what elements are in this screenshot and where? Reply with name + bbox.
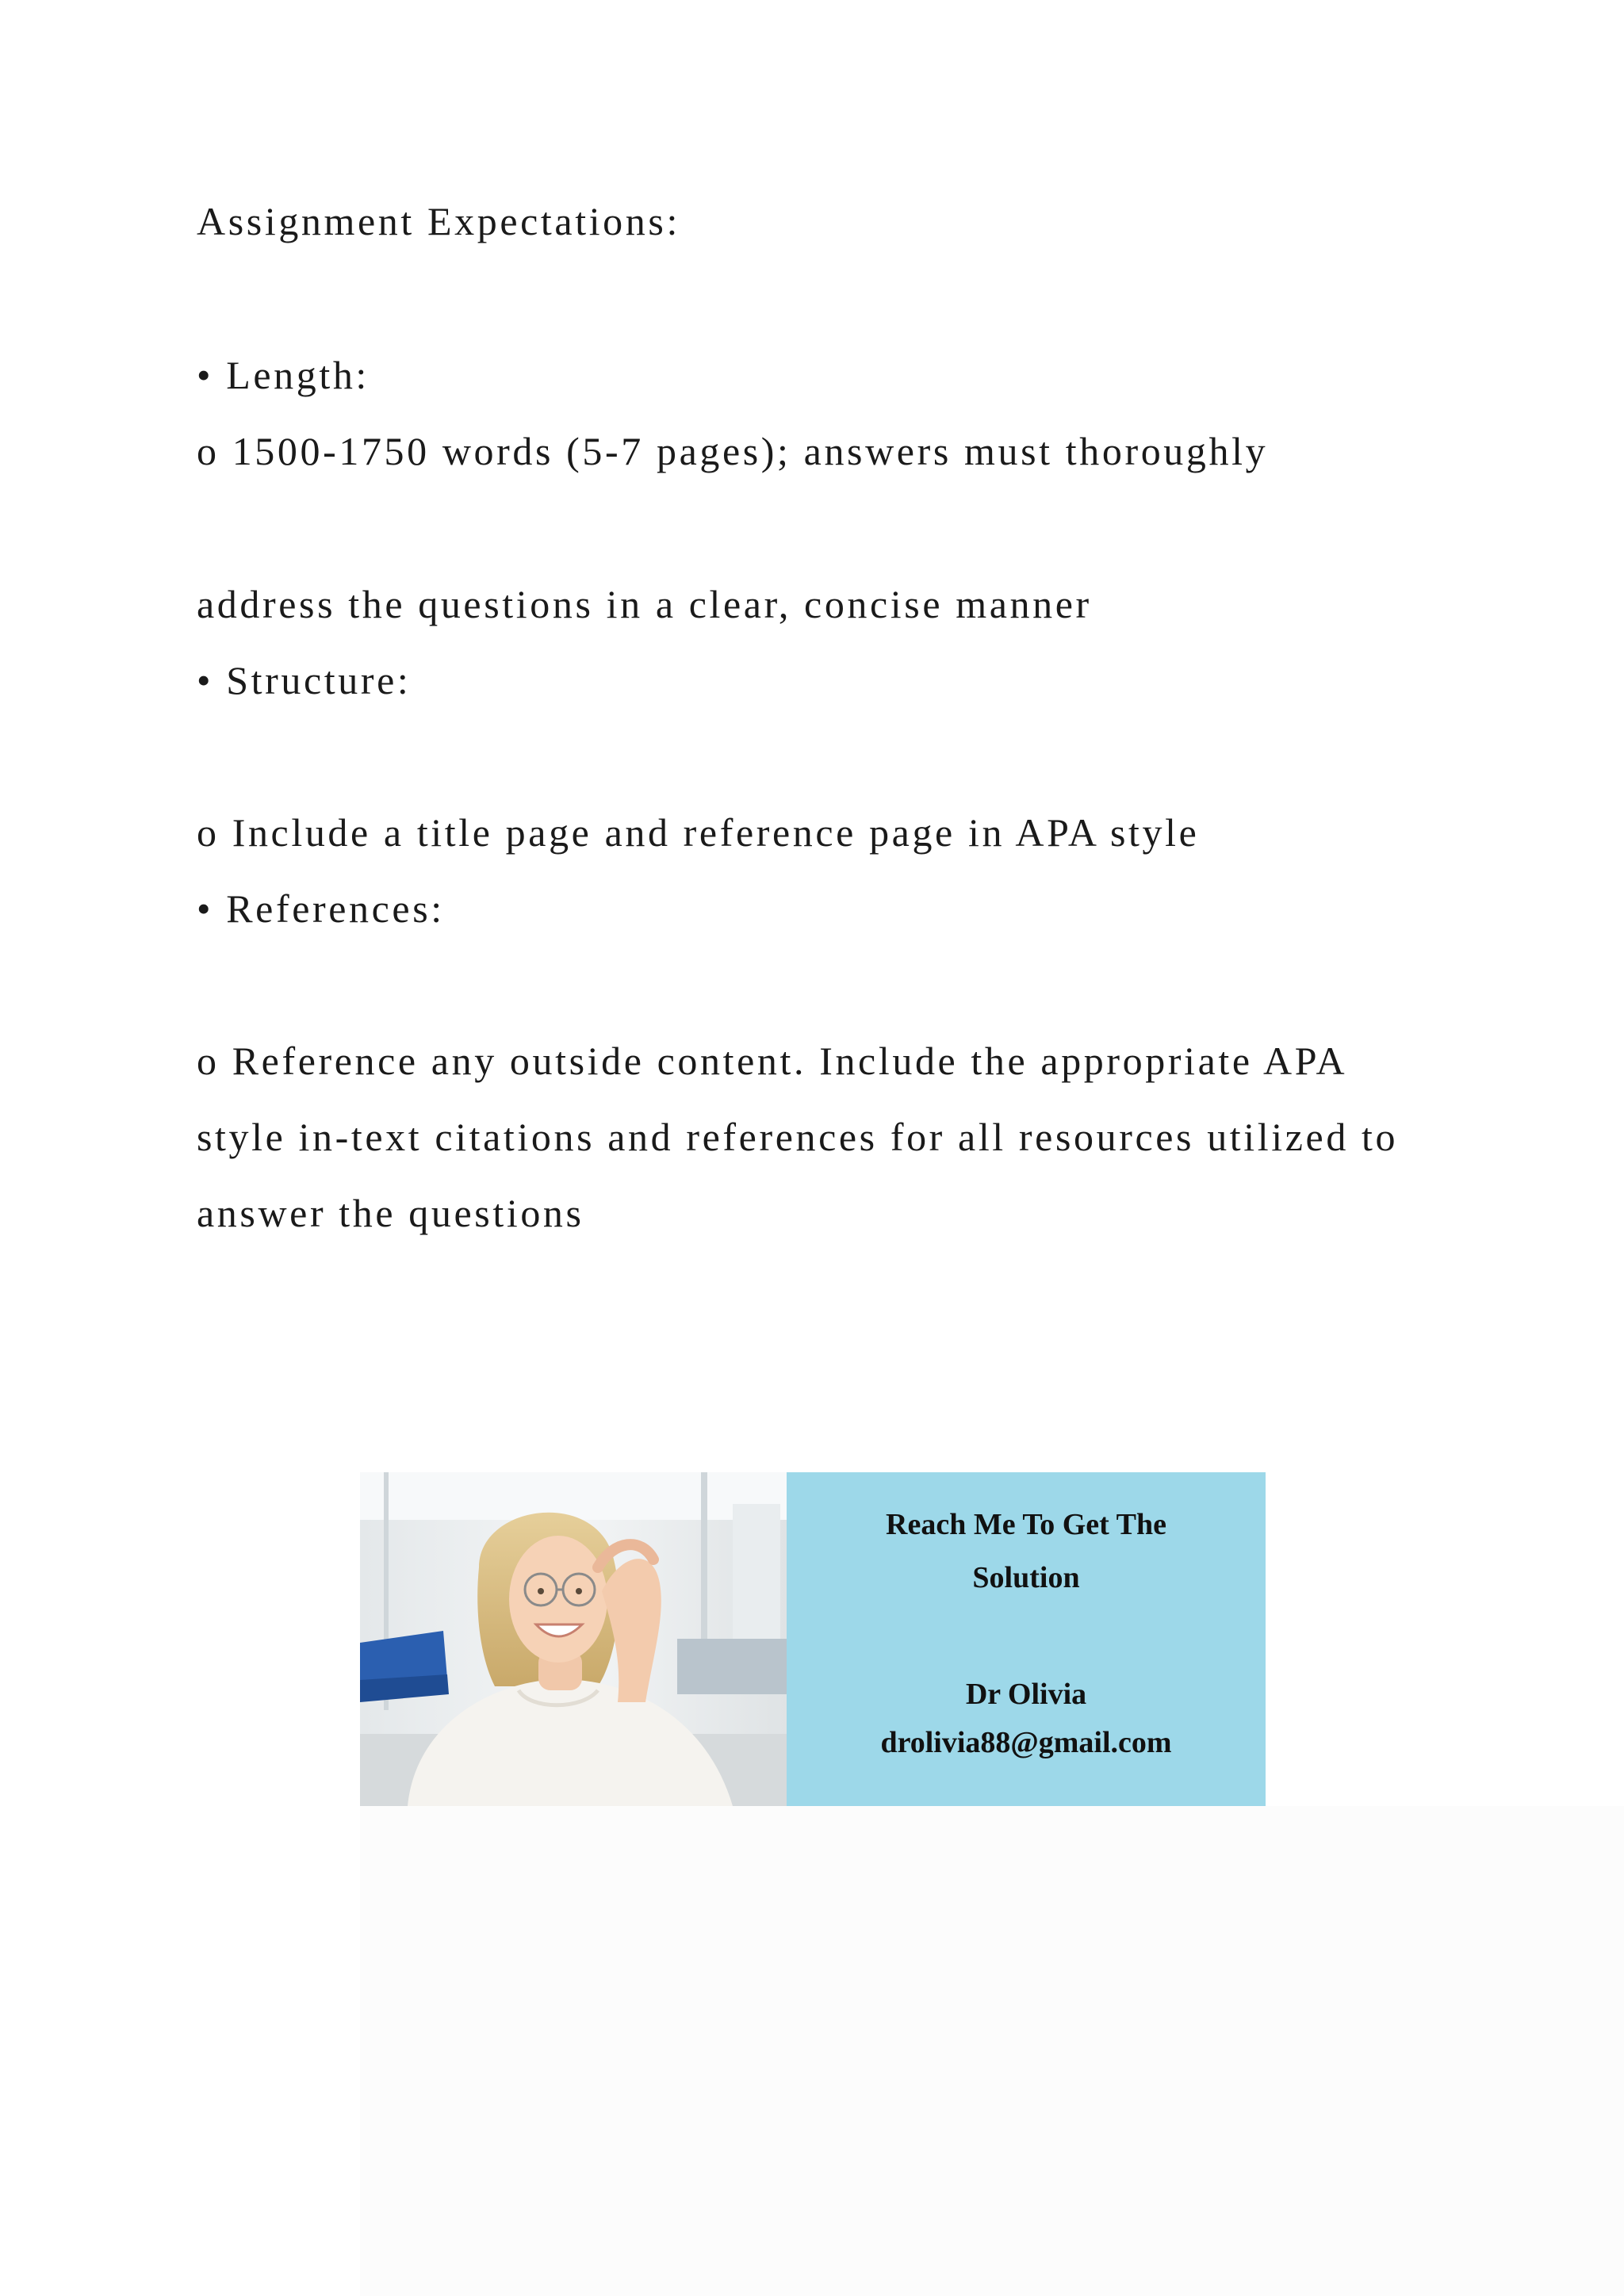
references-detail-line-1: o Reference any outside content. Include the appropriate APA bbox=[197, 1039, 1348, 1083]
length-detail-continued: address the questions in a clear, concise manner bbox=[197, 582, 1092, 626]
contact-info-panel bbox=[787, 1472, 1266, 1806]
banner-heading-line-1: Reach Me To Get The bbox=[886, 1508, 1166, 1541]
banner-heading-line-2: Solution bbox=[972, 1561, 1080, 1594]
contact-banner bbox=[360, 1472, 1266, 1806]
bullet-structure: • Structure: bbox=[197, 658, 412, 702]
contact-name: Dr Olivia bbox=[965, 1678, 1087, 1711]
blank-image-area bbox=[360, 1806, 1624, 2296]
references-detail-line-2: style in-text citations and references for all resources utilized to bbox=[197, 1115, 1399, 1159]
bullet-references: • References: bbox=[197, 886, 445, 931]
smiling-woman-photo bbox=[360, 1472, 787, 1806]
structure-detail: o Include a title page and reference page in APA style bbox=[197, 810, 1200, 855]
contact-email: drolivia88@gmail.com bbox=[880, 1726, 1172, 1759]
bullet-length: • Length: bbox=[197, 353, 370, 397]
length-detail: o 1500-1750 words (5-7 pages); answers must thoroughly bbox=[197, 429, 1269, 473]
section-heading: Assignment Expectations: bbox=[197, 199, 680, 243]
references-detail-line-3: answer the questions bbox=[197, 1191, 584, 1235]
